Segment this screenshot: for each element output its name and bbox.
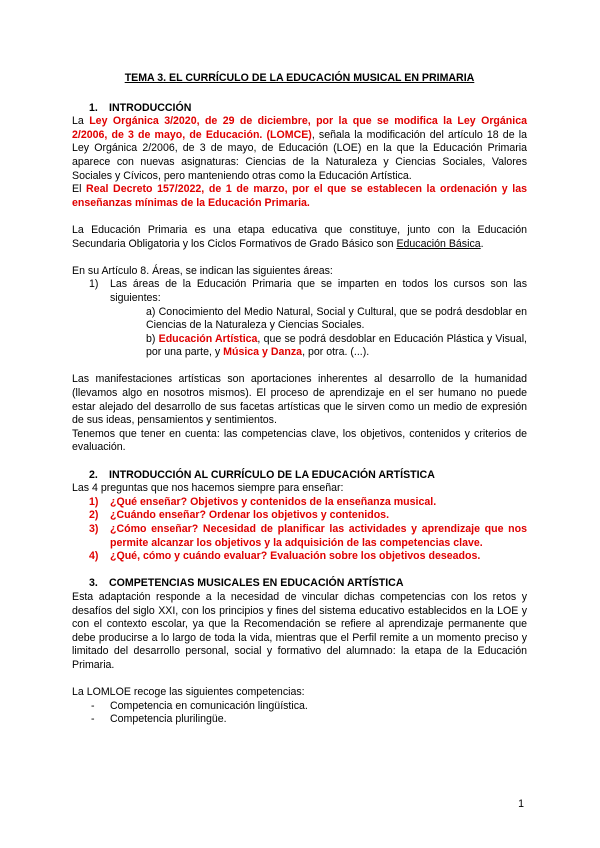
paragraph-real-decreto (72, 183, 527, 210)
section-heading-introduccion (72, 102, 527, 116)
questions-list (72, 496, 527, 564)
text: , señala la modificación del artículo 18 de la Ley Orgánica 2/2006, de 3 de mayo, de Educación (LOE) en la que la Educación Primaria aparece con nuevas asignaturas: Ciencias de la Naturaleza y Ciencias Sociales, Valores Sociales y Cívicos, pero manteniendo otras como la Educación Artística. (72, 128, 527, 182)
section-number: 2. (89, 468, 98, 481)
section-title: INTRODUCCIÓN (109, 101, 192, 114)
highlight-real-decreto: Real Decreto 157/2022, de 1 de marzo, por el que se establecen la ordenación y las enseñanzas mínimas de la Educación Primaria. (72, 183, 527, 209)
text: b) (146, 332, 159, 345)
list-text: Competencia plurilingüe. (110, 713, 227, 726)
highlight-ley-organica: Ley Orgánica 3/2020, de 29 de diciembre, por la que se modifica la Ley Orgánica 2/2006, de 3 de mayo, de Educación. (LOMCE) (72, 115, 527, 141)
text: La Educación Primaria es una etapa educativa que constituye, junto con la Educación Secundaria Obligatoria y los Ciclos Formativos de Grado Básico son (72, 223, 527, 250)
paragraph-adaptacion: Esta adaptación responde a la necesidad de vincular dichas competencias con los retos y desafíos del siglo XXI, con los principios y fines del sistema educativo establecidos en la LOE y con el contexto escolar, ya que la Recomendación se refiere al aprendizaje permanente que debe producirse a lo largo de toda la vida, mientras que el Perfil remite a un momento preciso y limitado del desarrollo personal, social y formativo del alumnado: la etapa de la Educación Primaria. (72, 590, 527, 671)
page-number: 1 (518, 798, 524, 810)
spacer (72, 210, 527, 224)
list-text: ¿Qué, cómo y cuándo evaluar? Evaluación sobre los objetivos deseados. (110, 550, 481, 563)
list-item (72, 496, 527, 510)
list-marker: 1) (89, 495, 99, 508)
list-text: Las áreas de la Educación Primaria que se imparten en todos los cursos son las siguientes: (110, 278, 527, 304)
list-item (72, 700, 527, 714)
list-marker: 2) (89, 509, 99, 522)
section-heading-curriculo (72, 469, 527, 483)
list-marker: - (91, 713, 95, 726)
list-item (72, 509, 527, 523)
section-title: COMPETENCIAS MUSICALES EN EDUCACIÓN ARTÍSTICA (109, 577, 404, 590)
list-marker: 1) (89, 278, 99, 291)
section-heading-competencias (72, 577, 527, 591)
spacer (72, 251, 527, 265)
areas-list (72, 278, 527, 305)
list-text: Competencia en comunicación lingüística. (110, 699, 308, 712)
underlined-educacion-basica: Educación Básica (396, 237, 481, 250)
paragraph-articulo-8: En su Artículo 8. Áreas, se indican las siguientes áreas: (72, 264, 333, 277)
list-marker: 3) (89, 523, 99, 535)
text: , por otra. (...). (302, 346, 370, 359)
list-item (72, 713, 527, 727)
page-content (72, 72, 527, 727)
list-marker: 4) (89, 550, 99, 563)
paragraph-educacion-basica (72, 224, 527, 251)
paragraph-manifestaciones: Las manifestaciones artísticas son aportaciones inherentes al desarrollo de la humanidad (llevamos algo en nosotros mismos). El proceso de aprendizaje en el ser humano no puede estar alejado del desarrollo de sus facetas artísticas que le sirven como un medio de expresión de sus ideas, pensamientos y sentimientos. (72, 373, 527, 427)
section-number: 1. (89, 101, 98, 114)
list-item (72, 523, 527, 550)
text: La (72, 115, 90, 128)
spacer (72, 673, 527, 687)
list-item (72, 278, 527, 305)
list-text: ¿Qué enseñar? Objetivos y contenidos de la enseñanza musical. (110, 495, 437, 508)
competencias-list (72, 700, 527, 727)
paragraph-tener-en-cuenta: Tenemos que tener en cuenta: las competencias clave, los objetivos, contenidos y criterios de evaluación. (72, 427, 527, 454)
section-title: INTRODUCCIÓN AL CURRÍCULO DE LA EDUCACIÓN ARTÍSTICA (109, 468, 435, 481)
spacer (72, 564, 527, 578)
list-text: ¿Cómo enseñar? Necesidad de planificar las actividades y aprendizaje que nos permite alcanzar los objetivos y la adquisición de las competencias clave. (110, 523, 527, 549)
paragraph-preguntas: Las 4 preguntas que nos hacemos siempre para enseñar: (72, 482, 344, 495)
document-title: TEMA 3. EL CURRÍCULO DE LA EDUCACIÓN MUSICAL EN PRIMARIA (124, 72, 475, 84)
sub-item-b (72, 333, 527, 360)
list-marker: - (91, 699, 95, 712)
text: . (480, 237, 484, 250)
text: El (72, 183, 87, 196)
paragraph-lomce (72, 115, 527, 183)
highlight-musica-danza: Música y Danza (223, 346, 303, 359)
list-text: ¿Cuándo enseñar? Ordenar los objetivos y contenidos. (110, 509, 390, 522)
section-number: 3. (89, 577, 98, 590)
sub-item-a: a) Conocimiento del Medio Natural, Social y Cultural, que se podrá desdoblar en Ciencias de la Naturaleza y Ciencias Sociales. (146, 305, 527, 332)
highlight-educacion-artistica: Educación Artística (158, 332, 258, 345)
spacer (72, 455, 527, 469)
text: , que se podrá desdoblar en Educación Plástica y Visual, por una parte, y (146, 332, 527, 359)
spacer (72, 360, 527, 374)
paragraph-lomloe: La LOMLOE recoge las siguientes competencias: (72, 686, 305, 699)
list-item (72, 550, 527, 564)
